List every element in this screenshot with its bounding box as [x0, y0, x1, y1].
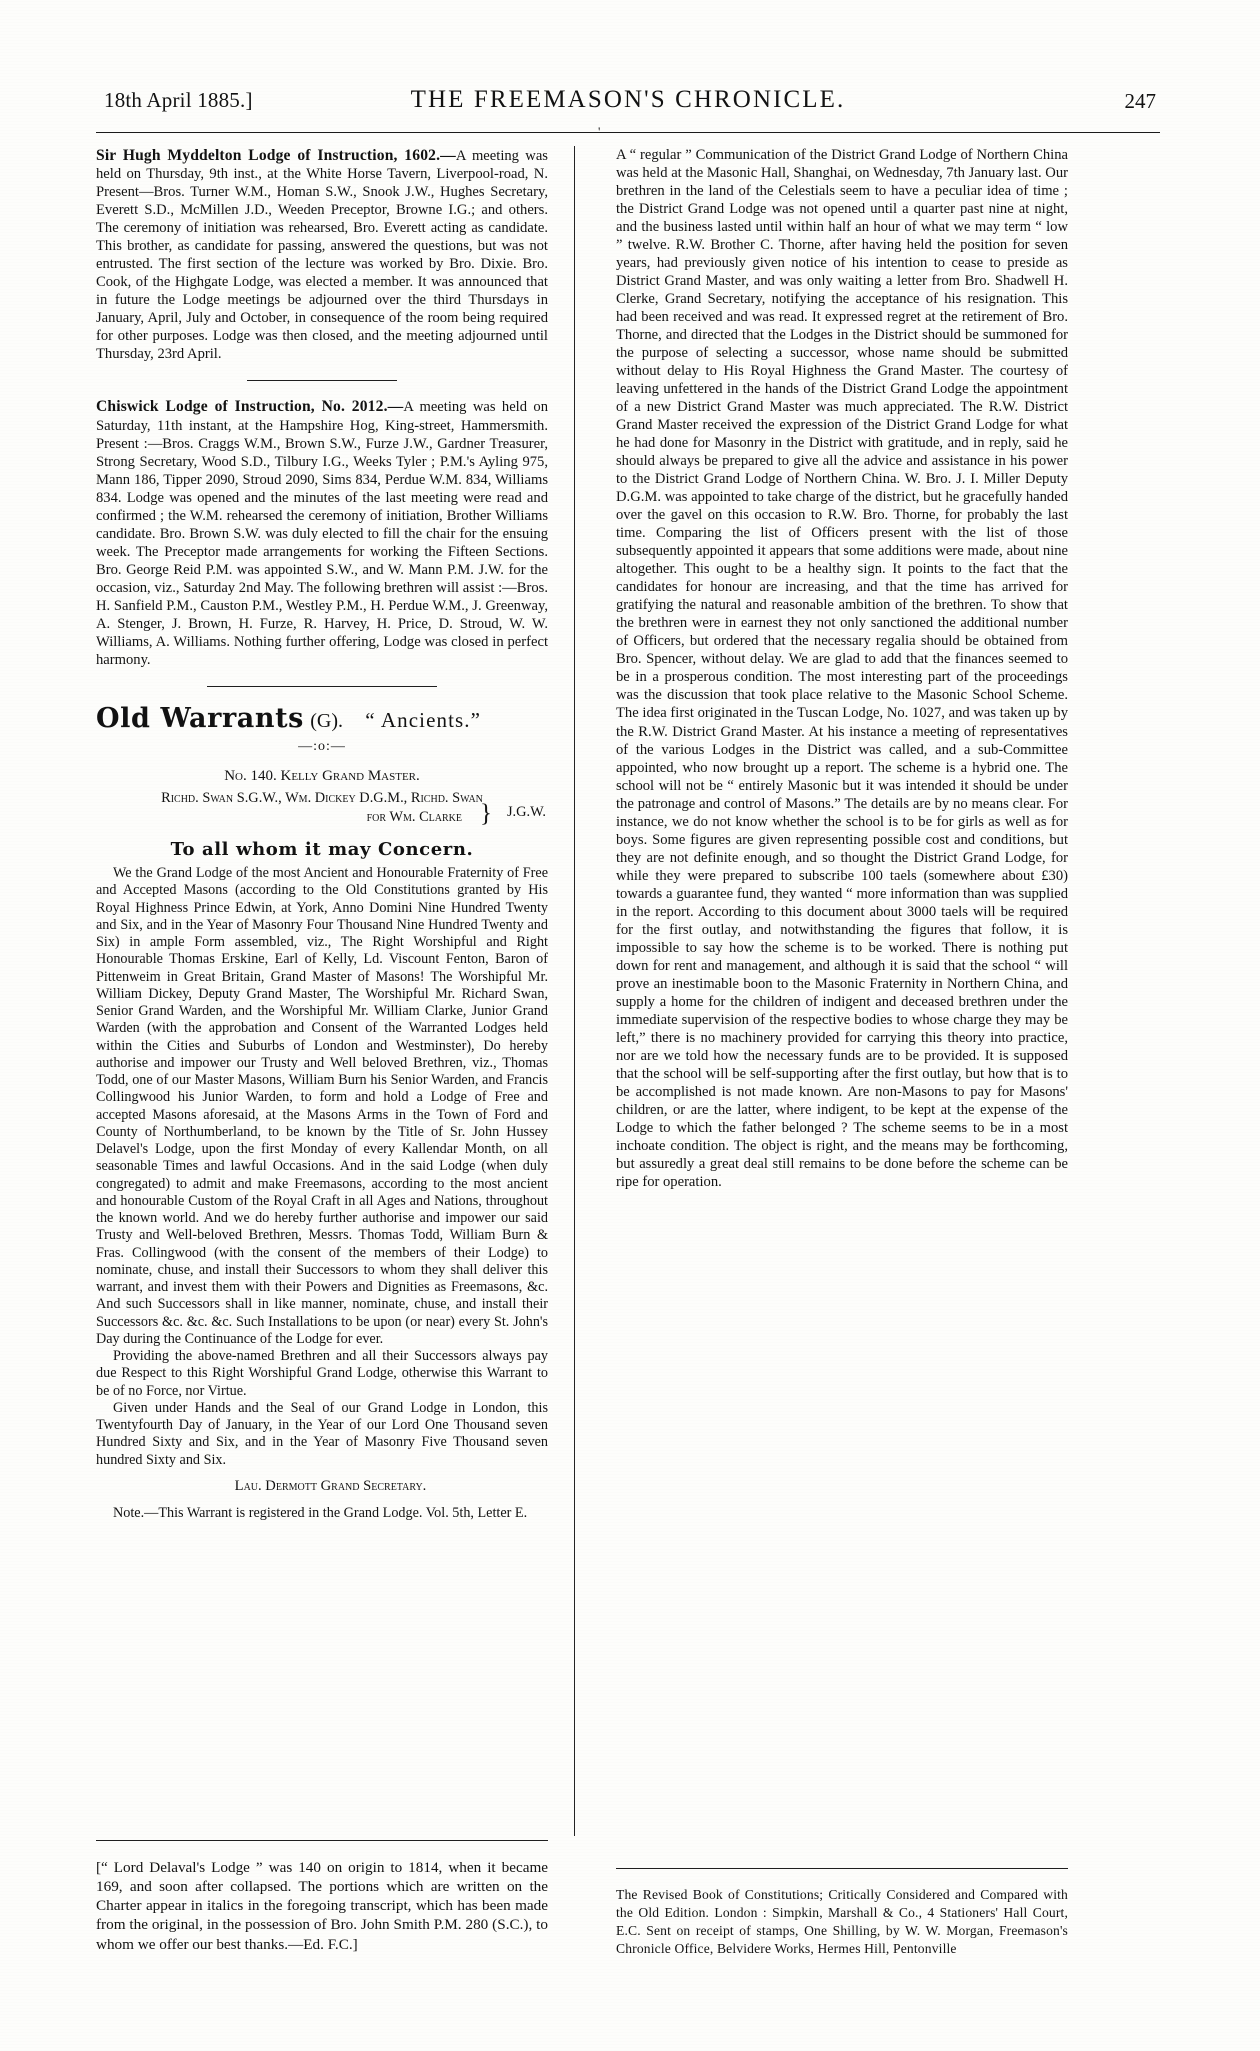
warrant-officers-block: [96, 789, 548, 826]
report-paragraph: [96, 397, 548, 668]
old-warrants-ancients-label: “ Ancients.”: [365, 707, 482, 732]
warrant-transcript: [96, 865, 548, 1522]
district-grand-lodge-article: A “ regular ” Communication of the District Grand Lodge of Northern China was held at the Masonic Hall, Shanghai, on Wednesday, 7th January last. Our brethren in the land of the Celestials seem to have a peculiar idea of time ; the District Grand Lodge was not opened until a quarter past nine at night, and the business lasted until within half an hour of what we may term “ low ” twelve. R.W. Brother C. Thorne, after having held the position for seven years, had previously given notice of his intention to cease to preside as District Grand Master, and was only waiting a letter from Bro. Shadwell H. Clerke, Grand Secretary, notifying the acceptance of his resignation. This had been received and was read. It expressed regret at the retirement of Bro. Thorne, and directed that the Lodges in the District should be summoned for the purpose of selecting a successor, whose name should be submitted without delay to His Royal Highness the Grand Master. The courtesy of leaving unfettered in the hands of the District Grand Lodge the appointment of a new District Grand Master was much appreciated. The R.W. District Grand Master received the expression of the District Grand Lodge for what he had done for Masonry in the District with gratitude, and in reply, said he should always be prepared to give all the advice and assistance in his power to the District Grand Lodge of Northern China. W. Bro. J. I. Miller Deputy D.G.M. was appointed to take charge of the district, but he gracefully handed over the gavel on this occasion to R.W. Bro. Thorne, for probably the last time. Comparing the list of Officers present with the list of those subsequently appointed it appears that some additions were made, about nine altogether. This ought to be a healthy sign. It points to the fact that the candidates for honour are increasing, and that the time has arrived for gratifying the natural and reasonable ambition of the brethren. To show that the brethren were in earnest they not only sanctioned the additional number of Officers, but ordered that the necessary regalia should be obtained from Bro. Spencer, without delay. We are glad to add that the finances seemed to be in a prosperous condition. The most interesting part of the proceedings was the discussion that took place relative to the Masonic School Scheme. The idea first originated in the Tuscan Lodge, No. 1027, and was taken up by the R.W. District Grand Master. At his instance a meeting of representatives of the various Lodges in the District was called, and a sub-Committee appointed, who now brought up a report. The scheme is a hybrid one. The school will not be “ entirely Masonic but it was intended it should be under the patronage and control of Masons.” The details are by no means clear. For instance, we do not know whether the school is to be for girls as well as for boys. Some figures are given representing possible cost and conditions, but they are not definite enough, and so thought the District Grand Lodge, for while they were prepared to subscribe 100 taels (somewhere about £30) towards a guarantee fund, they wanted “ more information than was supplied in the report. According to this document about 3000 taels will be required for the first outlay, and notwithstanding the figures that follow, it is impossible to say how the scheme is to be worked. There is nothing put down for rent and management, and although it is said that the school “ will prove an inestimable boon to the Masonic Fraternity in Northern China, and supply a home for the children of indigent and deceased brethren under the immediate supervision of the respective bodies to whose charge they may be left,” there is no machinery provided for carrying this theory into practice, nor are we told how the necessary funds are to be provided. It is supposed that the school will be self-supporting after the first outlay, but how that is to be accomplished is not made known. Are non-Masons to pay for Masons' children, or are the latter, where indigent, to be kept at the expense of the Lodge to which the father belonged ? The scheme seems to be in a most inchoate condition. The object is right, and the means may be forthcoming, but assuredly a great deal still remains to be done before the scheme can be ripe for operation.: [616, 147, 1068, 1190]
lodge-report: [96, 146, 548, 363]
warrant-officers-line-2: for Wm. Clarke: [366, 809, 462, 826]
report-body: A meeting was held on Saturday, 11th instant, at the Hampshire Hog, King-street, Hammersmith. Present :—Bros. Craggs W.M., Brown S.W., Furze J.W., Gardner Treasurer, Strong Secretary, Wood S.D., Tilbury I.G., Weeks Tyler ; P.M.'s Ayling 975, Mann 186, Tipper 2090, Stroud 2090, Sims 834, Perdue W.M. 834, Williams 834. Lodge was opened and the minutes of the last meeting were read and confirmed ; the W.M. rehearsed the ceremony of initiation, Brother Williams candidate. Bro. Brown S.W. was duly elected to fill the chair for the ensuing week. The Preceptor made arrangements for working the Fifteen Sections. Bro. George Reid P.M. was appointed S.W., and W. Mann P.M. J.W. for the occasion, viz., Saturday 2nd May. The following brethren will assist :—Bros. H. Sanfield P.M., Causton P.M., Westley P.M., H. Perdue W.M., J. Greenway, A. Stenger, J. Brown, H. Furze, R. Harvey, H. Price, D. Stroud, W. W. Williams, A. Williams. Nothing further offering, Lodge was closed in perfect harmony.: [96, 399, 548, 668]
report-title: Sir Hugh Myddelton Lodge of Instruction, 1602.—: [96, 147, 456, 164]
section-rule: [247, 380, 397, 381]
page-number: 247: [1124, 89, 1156, 113]
editorial-note-rule: [96, 1840, 548, 1841]
ornament-divider: —:o:—: [298, 738, 346, 754]
warrant-paragraph: Given under Hands and the Seal of our Grand Lodge in London, this Twentyfourth Day of January, in the Year of our Lord One Thousand seven Hundred Sixty and Six, and in the Year of Masonry Five Thousand seven hundred Sixty and Six.: [96, 1399, 548, 1468]
running-head: [96, 88, 1160, 130]
column-tick-mark: ': [598, 124, 601, 139]
advert-rule: [616, 1868, 1068, 1869]
lodge-report: [96, 397, 548, 668]
warrant-paragraph: Providing the above-named Brethren and all their Successors always pay due Respect to this Right Worshipful Grand Lodge, otherwise this Warrant to be of no Force, nor Virtue.: [96, 1348, 548, 1399]
brace-glyph: }: [480, 800, 492, 828]
warrant-number-line: No. 140. Kelly Grand Master.: [224, 767, 420, 784]
warrant-officers-brace-label: J.G.W.: [506, 804, 546, 821]
issue-date: 18th April 1885.]: [104, 88, 253, 112]
right-column: [616, 146, 1068, 1191]
report-title: Chiswick Lodge of Instruction, No. 2012.—: [96, 398, 404, 416]
report-body: A meeting was held on Thursday, 9th inst., at the White Horse Tavern, Liverpool-road, N. Present—Bros. Turner W.M., Homan S.W., Snook J.W., Hughes Secretary, Everett S.D., McMillen J.D., Weeden Preceptor, Browne I.G.; and others. The ceremony of initiation was rehearsed, Bro. Everett acting as candidate. This brother, as candidate for passing, answered the questions, but was not entrusted. The first section of the lecture was worked by Bro. Dixie. Bro. Cook, of the Highgate Lodge, was elected a member. It was announced that in future the Lodge meetings be adjourned over the third Thursdays in January, April, July and October, in consequence of the room being required for other purposes. Lodge was then closed, and the meeting adjourned until Thursday, 23rd April.: [96, 148, 548, 363]
warrant-officers-line-1: Richd. Swan S.G.W., Wm. Dickey D.G.M., Richd. Swan: [161, 790, 483, 807]
advertisement: The Revised Book of Constitutions; Critically Considered and Compared with the Old Edition. London : Simpkin, Marshall & Co., 4 Stationers' Hall Court, E.C. Sent on receipt of stamps, One Shilling, by W. W. Morgan, Freemason's Chronicle Office, Belvidere Works, Hermes Hill, Pentonville: [616, 1887, 1068, 1957]
warrant-register-note: Note.—This Warrant is registered in the Grand Lodge. Vol. 5th, Letter E.: [113, 1504, 528, 1521]
warrant-paragraph: We the Grand Lodge of the most Ancient and Honourable Fraternity of Free and Accepted Masons (according to the Old Constitutions granted by His Royal Highness Prince Edwin, at York, Anno Domini Nine Hundred Twenty and Six, and in the Year of Masonry Four Thousand Nine Hundred Twenty and Six) in ample Form assembled, viz., The Right Worshipful and Right Honourable Thomas Erskine, Earl of Kelly, Ld. Viscount Fenton, Baron of Pittenweim in Great Britain, Grand Master of Masons! The Worshipful Mr. William Dickey, Deputy Grand Master, The Worshipful Mr. Richard Swan, Senior Grand Warden, and the Worshipful Mr. William Clarke, Junior Grand Warden (with the approbation and Consent of the Warranted Lodges held within the Cities and Suburbs of London and Westminster), Do hereby authorise and impower our Trusty and Well beloved Brethren, viz., Thomas Todd, one of our Master Masons, William Burn his Senior Warden, and Francis Collingwood his Junior Warden, to form and hold a Lodge of Free and accepted Masons aforesaid, at the Masons Arms in the Town of Ford and County of Northumberland, to be known by the Title of Sr. John Hussey Delavel's Lodge, upon the first Monday of every Kallendar Month, on all seasonable Times and lawful Occasions. And in the said Lodge (when duly congregated) to admit and make Freemasons, according to the most ancient and honourable Custom of the Royal Craft in all Ages and Nations, throughout the known world. And we do hereby further authorise and impower our said Trusty and Well-beloved Brethren, Messrs. Thomas Todd, William Burn & Fras. Collingwood (with the consent of the members of their Lodge) to nominate, chuse, and install their Successors to whom they shall deliver this warrant, and invest them with their Powers and Dignities as Freemasons, &c. And such Successors shall in like manner, nominate, chuse, and install their Successors &c. &c. &c. Such Installations to be upon (or near) every St. John's Day during the Continuance of the Lodge for ever.: [96, 865, 548, 1347]
masthead-rule: [96, 132, 1160, 133]
old-warrants-heading: [96, 703, 548, 735]
warrant-signature: Lau. Dermott Grand Secretary.: [234, 1477, 427, 1494]
left-column: [96, 146, 548, 1522]
to-all-whom-it-may-concern: To all whom it may Concern.: [170, 838, 474, 860]
column-divider: [574, 146, 575, 1836]
old-warrants-gothic-title: Old Warrants: [96, 702, 304, 734]
report-paragraph: [96, 146, 548, 363]
editorial-note: [“ Lord Delaval's Lodge ” was 140 on origin to 1814, when it became 169, and soon after collapsed. The portions which are written on the Charter appear in italics in the foregoing transcript, which has been made from the original, in the possession of Bro. John Smith P.M. 280 (S.C.), to whom we offer our best thanks.—Ed. F.C.]: [96, 1859, 548, 1953]
old-warrants-series-letter: (G).: [310, 709, 343, 732]
section-rule: [207, 686, 437, 687]
publication-title: THE FREEMASON'S CHRONICLE.: [410, 86, 846, 113]
